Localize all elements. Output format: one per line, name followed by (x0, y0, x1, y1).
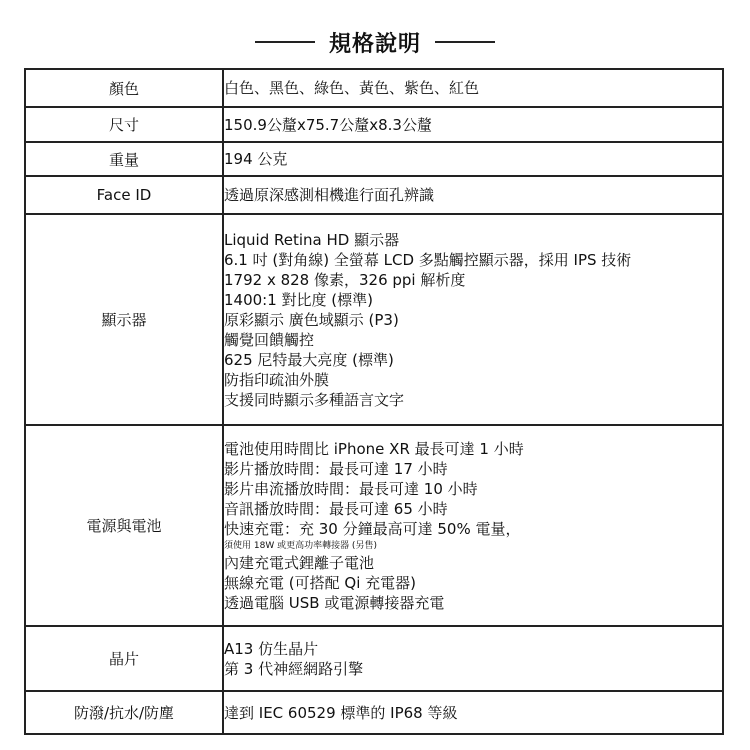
row-label: 晶片 (25, 626, 223, 691)
row-value (223, 142, 723, 176)
spec-row-weight (25, 142, 723, 176)
title-row (0, 22, 750, 62)
row-value (223, 69, 723, 107)
row-value (223, 214, 723, 425)
row-value (223, 691, 723, 734)
value-line: 電池使用時間比 iPhone XR 最長可達 1 小時 (224, 439, 524, 458)
value-line: Liquid Retina HD 顯示器 (224, 230, 400, 249)
value-line: 透過電腦 USB 或電源轉接器充電 (224, 593, 445, 612)
spec-row-chip (25, 626, 723, 691)
value-line: 支援同時顯示多種語言文字 (224, 390, 405, 409)
value-line: 6.1 吋 (對角線) 全螢幕 LCD 多點觸控顯示器，採用 IPS 技術 (224, 250, 632, 269)
row-value (223, 425, 723, 626)
value-line: 影片串流播放時間：最長可達 10 小時 (224, 479, 478, 498)
row-label: 電源與電池 (25, 425, 223, 626)
value-line: A13 仿生晶片 (224, 639, 319, 658)
title-line-right (435, 41, 495, 43)
row-value (223, 176, 723, 214)
row-label: 防潑/抗水/防塵 (25, 691, 223, 734)
spec-row-display (25, 214, 723, 425)
value-line: 達到 IEC 60529 標準的 IP68 等級 (224, 703, 458, 722)
spec-row-color (25, 69, 723, 107)
value-line: 無線充電 (可搭配 Qi 充電器) (224, 573, 416, 592)
title-line-left (255, 41, 315, 43)
spec-table (24, 68, 724, 735)
page-title: 規格說明 (328, 31, 421, 57)
row-label: 顏色 (25, 69, 223, 107)
value-line: 影片播放時間：最長可達 17 小時 (224, 459, 448, 478)
value-line: 1400:1 對比度 (標準) (224, 290, 374, 309)
value-line: 625 尼特最大亮度 (標準) (224, 350, 394, 369)
value-line: 音訊播放時間：最長可達 65 小時 (224, 499, 448, 518)
value-line: 觸覺回饋觸控 (224, 330, 315, 349)
spec-row-water-dust (25, 691, 723, 734)
row-label: 尺寸 (25, 107, 223, 142)
value-line: 防指印疏油外膜 (224, 370, 330, 389)
value-line: 原彩顯示 廣色域顯示 (P3) (224, 310, 399, 329)
value-line: 150.9公釐x75.7公釐x8.3公釐 (224, 115, 432, 134)
value-note: 須使用 18W 或更高功率轉接器 (另售) (224, 540, 377, 551)
value-line: 194 公克 (224, 150, 288, 168)
value-line: 透過原深感測相機進行面孔辨識 (224, 186, 435, 204)
value-line: 第 3 代神經網路引擎 (224, 659, 364, 678)
value-line: 1792 x 828 像素，326 ppi 解析度 (224, 270, 466, 289)
spec-row-size (25, 107, 723, 142)
value-line: 白色、黑色、綠色、黃色、紫色、紅色 (224, 79, 480, 97)
row-value (223, 107, 723, 142)
value-line: 內建充電式鋰離子電池 (224, 553, 375, 572)
spec-row-power-battery (25, 425, 723, 626)
row-value (223, 626, 723, 691)
row-label: 顯示器 (25, 214, 223, 425)
spec-row-face-id (25, 176, 723, 214)
row-label: Face ID (25, 176, 223, 214)
value-line: 快速充電：充 30 分鐘最高可達 50% 電量， (224, 519, 521, 538)
row-label: 重量 (25, 142, 223, 176)
